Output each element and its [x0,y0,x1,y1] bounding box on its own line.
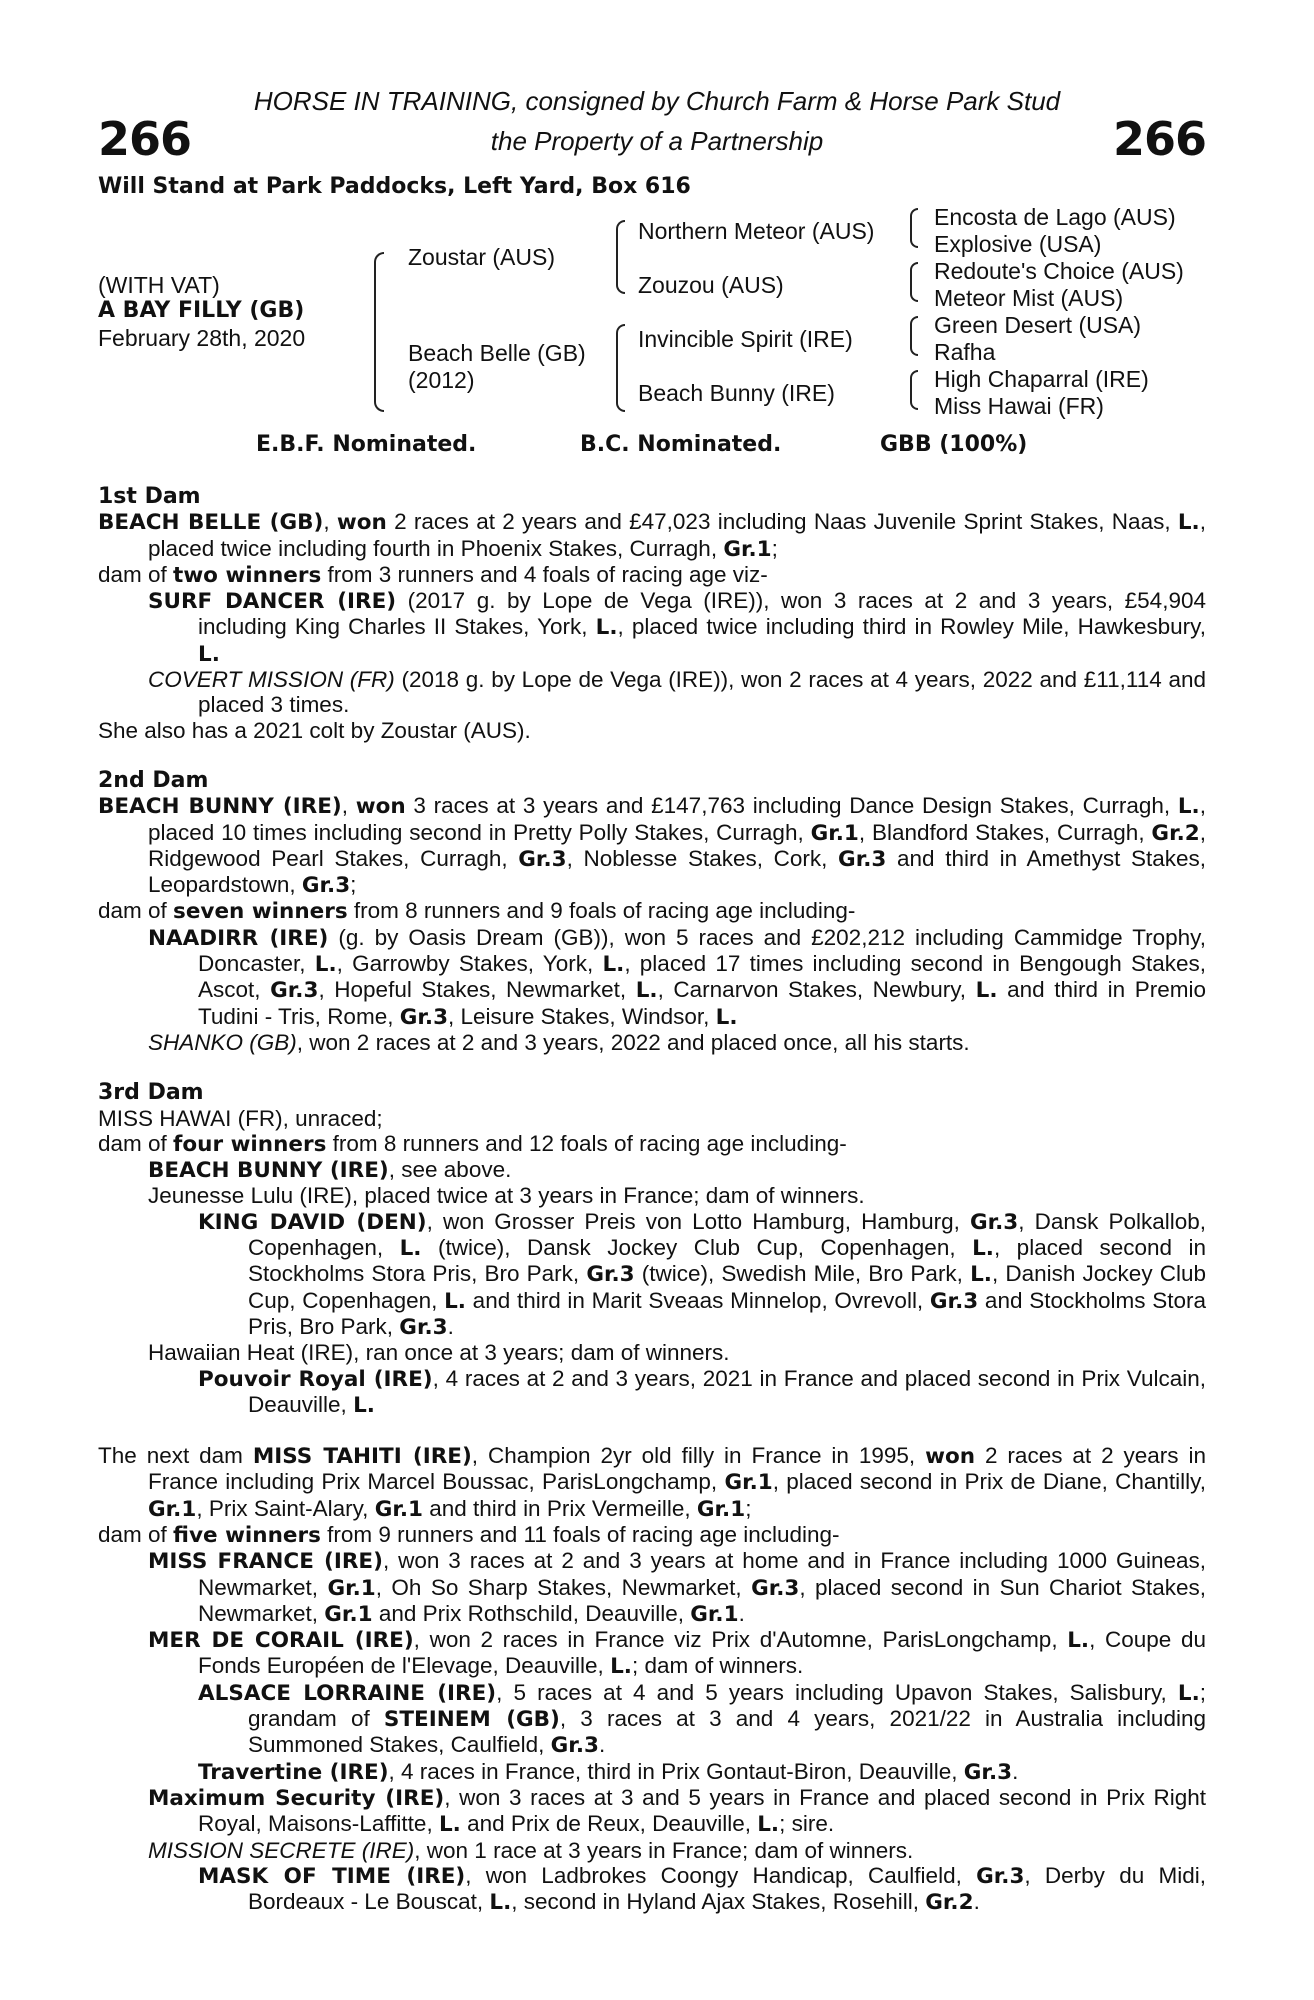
brace-sd [910,262,918,302]
produce-entry: SHANKO (GB), won 2 races at 2 and 3 years, 2022 and placed once, all his starts. [148,1029,970,1055]
second-dam-heading: 2nd Dam [98,767,209,793]
dam-year: (2012) [408,367,475,393]
sire: Zoustar (AUS) [408,244,555,270]
produce-note: She also has a 2021 colt by Zoustar (AUS). [98,717,531,743]
produce-entry: MASK OF TIME (IRE), won Ladbrokes Coongy Handicap, Caulfield, Gr.3, Derby du Midi, Bordeaux - Le Bouscat, L., second in Hyland Ajax Stakes, Rosehill, Gr.2. [198,1862,1206,1916]
bc-nomination: B.C. Nominated. [580,432,782,457]
sd-sire: Redoute's Choice (AUS) [934,258,1184,284]
dam-dam: Beach Bunny (IRE) [638,380,835,406]
first-dam-heading: 1st Dam [98,484,201,509]
first-dam-produce-summary: dam of two winners from 3 runners and 4 foals of racing age viz- [98,561,768,588]
dam-sire: Invincible Spirit (IRE) [638,326,853,352]
foaling-date: February 28th, 2020 [98,325,306,351]
sire-brace [616,220,625,294]
produce-entry: COVERT MISSION (FR) (2018 g. by Lope de Vega (IRE)), won 2 races at 4 years, 2022 and £11,114 and placed 3 times. [148,667,1207,718]
brace-ss [910,208,918,248]
ss-sire: Encosta de Lago (AUS) [934,204,1176,230]
next-dam-produce-summary: dam of five winners from 9 runners and 11 foals of racing age including- [98,1521,840,1548]
property-line: the Property of a Partnership [490,126,824,156]
sire-dam: Zouzou (AUS) [638,272,784,298]
dd-dam: Miss Hawai (FR) [934,393,1104,419]
vat-note: (WITH VAT) [98,272,220,298]
produce-entry: Pouvoir Royal (IRE), 4 races at 2 and 3 years, 2021 in France and placed second in Prix Vulcain, Deauville, L. [198,1365,1206,1418]
produce-entry: BEACH BUNNY (IRE), see above. [148,1157,512,1184]
dd-sire: High Chaparral (IRE) [934,366,1149,392]
produce-entry: MER DE CORAIL (IRE), won 2 races in France viz Prix d'Automne, ParisLongchamp, L., Coupe du Fonds Européen de l'Elevage, Deauville, L.; dam of winners. [148,1627,1206,1680]
catalogue-body [98,484,1206,1915]
ebf-nomination: E.B.F. Nominated. [256,432,477,457]
horse-name: A BAY FILLY (GB) [98,298,305,323]
produce-entry: Hawaiian Heat (IRE), ran once at 3 years; dam of winners. [148,1340,730,1366]
ds-dam: Rafha [934,339,996,365]
produce-entry: KING DAVID (DEN), won Grosser Preis von Lotto Hamburg, Hamburg, Gr.3, Dansk Polkallob, Copenhagen, L. (twice), Dansk Jockey Club Cup, Copenhagen, L., placed second in Stockholms Stora Pris, Bro Park, Gr.3 (twice), Swedish Mile, Bro Park, L., Danish Jockey Club Cup, Copenhagen, L. and third in Marit Sveaas Minnelop, Ovrevoll, Gr.3 and Stockholms Stora Pris, Bro Park, Gr.3. [198,1208,1207,1340]
produce-entry: Maximum Security (IRE), won 3 races at 3 and 5 years in France and placed second in Prix Right Royal, Maisons-Laffitte, L. and Prix de Reux, Deauville, L.; sire. [148,1784,1207,1838]
produce-entry: Travertine (IRE), 4 races in France, third in Prix Gontaut-Biron, Deauville, Gr.3. [198,1758,1019,1785]
third-dam-produce-summary: dam of four winners from 8 runners and 12 foals of racing age including- [98,1130,847,1157]
gbb-status: GBB (100%) [880,432,1028,457]
third-dam-heading: 3rd Dam [98,1080,204,1106]
sire-sire: Northern Meteor (AUS) [638,218,875,244]
third-dam-entry: MISS HAWAI (FR), unraced; [98,1105,383,1131]
stand-location: Will Stand at Park Paddocks, Left Yard, Box 616 [98,174,691,199]
sd-dam: Meteor Mist (AUS) [934,285,1124,311]
ds-sire: Green Desert (USA) [934,312,1142,338]
produce-entry: SURF DANCER (IRE) (2017 g. by Lope de Vega (IRE)), won 3 races at 2 and 3 years, £54,904 including King Charles II Stakes, York, L., placed twice including third in Rowley Mile, Hawkesbury, L. [148,588,1207,667]
produce-entry: ALSACE LORRAINE (IRE), 5 races at 4 and 5 years including Upavon Stakes, Salisbury, L.; grandam of STEINEM (GB), 3 races at 3 and 4 years, 2021/22 in Australia including Summoned Stakes, Caulfield, Gr.3. [198,1679,1207,1759]
ss-dam: Explosive (USA) [934,231,1102,257]
brace-dd [910,370,918,410]
second-dam-entry: BEACH BUNNY (IRE), won 3 races at 3 years and £147,763 including Dance Design Stakes, Curragh, L., placed 10 times including second in Pretty Polly Stakes, Curragh, Gr.1, Blandford Stakes, Curragh, Gr.2, Ridgewood Pearl Stakes, Curragh, Gr.3, Noblesse Stakes, Cork, Gr.3 and third in Amethyst Stakes, Leopardstown, Gr.3; [98,793,1207,899]
pedigree-brace [374,252,384,412]
next-dam-entry: The next dam MISS TAHITI (IRE), Champion 2yr old filly in France in 1995, won 2 races at 2 years in France including Prix Marcel Boussac, ParisLongchamp, Gr.1, placed second in Prix de Diane, Chantilly, Gr.1, Prix Saint-Alary, Gr.1 and third in Prix Vermeille, Gr.1; [98,1443,1207,1522]
lot-number-right: 266 [1112,112,1206,166]
lot-number-left: 266 [98,112,192,166]
dam: Beach Belle (GB) [408,340,586,366]
consignor-line: HORSE IN TRAINING, consigned by Church Farm & Horse Park Stud [253,86,1061,116]
dam-brace [616,324,625,412]
second-dam-produce-summary: dam of seven winners from 8 runners and 9 foals of racing age including- [98,898,856,925]
brace-ds [910,316,918,356]
produce-entry: Jeunesse Lulu (IRE), placed twice at 3 years in France; dam of winners. [148,1183,865,1209]
first-dam-entry: BEACH BELLE (GB), won 2 races at 2 years and £47,023 including Naas Juvenile Sprint Stakes, Naas, L., placed twice including fourth in Phoenix Stakes, Curragh, Gr.1; [98,509,1206,562]
produce-entry: MISS FRANCE (IRE), won 3 races at 2 and 3 years at home and in France including 1000 Guineas, Newmarket, Gr.1, Oh So Sharp Stakes, Newmarket, Gr.3, placed second in Sun Chariot Stakes, Newmarket, Gr.1 and Prix Rothschild, Deauville, Gr.1. [148,1548,1207,1627]
produce-entry: NAADIRR (IRE) (g. by Oasis Dream (GB)), won 5 races and £202,212 including Cammidge Trophy, Doncaster, L., Garrowby Stakes, York, L., placed 17 times including second in Bengough Stakes, Ascot, Gr.3, Hopeful Stakes, Newmarket, L., Carnarvon Stakes, Newbury, L. and third in Premio Tudini - Tris, Rome, Gr.3, Leisure Stakes, Windsor, L. [148,924,1206,1030]
produce-entry: MISSION SECRETE (IRE), won 1 race at 3 years in France; dam of winners. [148,1837,914,1863]
